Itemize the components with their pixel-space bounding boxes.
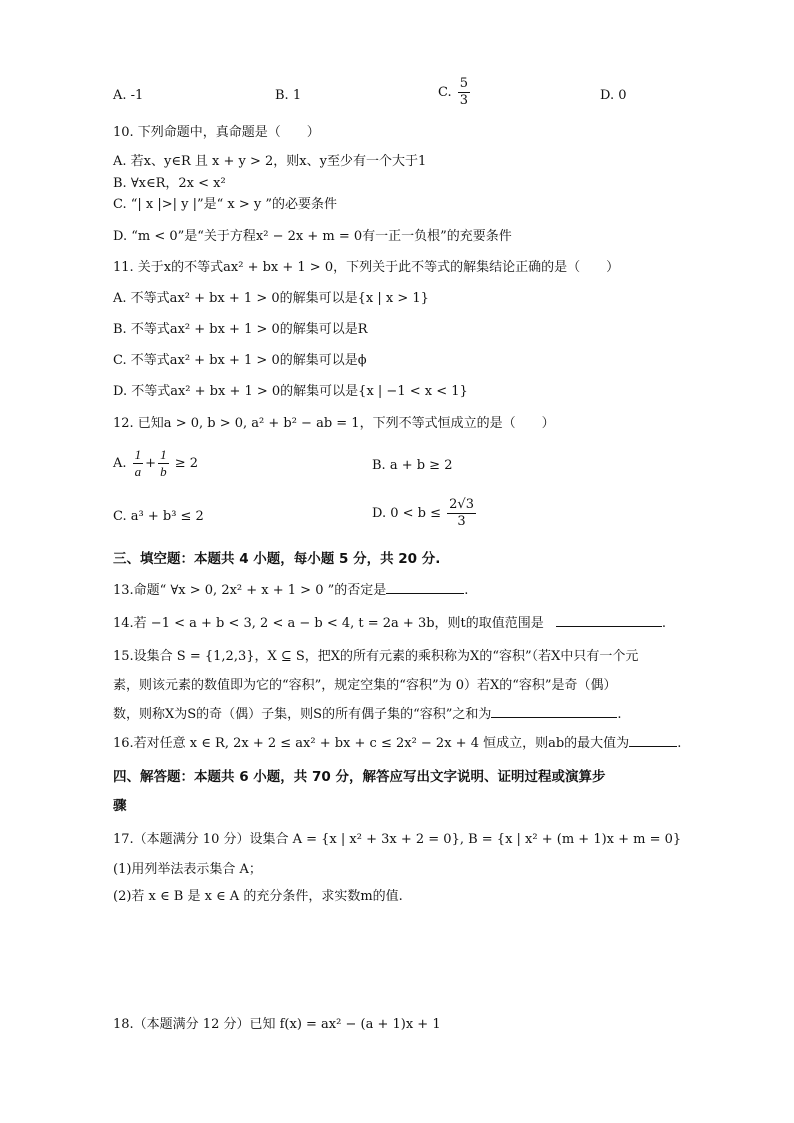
q12-option-c: C. a³ + b³ ≤ 2	[113, 509, 204, 524]
q9-option-c-fraction	[458, 76, 470, 109]
q12-option-a-relation: ≥ 2	[174, 456, 199, 471]
q12-option-d-fraction	[447, 497, 476, 530]
q12-option-a-label: A.	[113, 456, 127, 471]
q17-part-1: (1)用列举法表示集合 A；	[113, 862, 262, 877]
q15-line-2: 素，则该元素的数值即为它的“容积”，规定空集的“容积”为 0）若X的“容积”是奇（偶）	[113, 678, 617, 693]
q10-stem: 10. 下列命题中，真命题是（ ）	[113, 125, 320, 140]
q17-part-2: (2)若 x ∈ B 是 x ∈ A 的充分条件，求实数m的值.	[113, 889, 403, 904]
q17-stem: 17.（本题满分 10 分）设集合 A = {x | x² + 3x + 2 = 0}, B = {x | x² + (m + 1)x + m = 0}	[113, 832, 682, 847]
q9-option-b: B. 1	[275, 88, 302, 103]
q13-end: .	[464, 583, 469, 598]
q11-option-a: A. 不等式ax² + bx + 1 > 0的解集可以是{x | x > 1}	[113, 291, 429, 306]
q14-text: 14.若 −1 < a + b < 3, 2 < a − b < 4, t = 2a + 3b，则t的取值范围是	[113, 616, 544, 631]
q14-end: .	[661, 616, 667, 631]
q15-line-3	[113, 706, 622, 724]
answer-blank[interactable]	[556, 626, 662, 627]
q13-text: 13.命题“ ∀x > 0, 2x² + x + 1 > 0 ”的否定是	[113, 583, 387, 598]
q12-option-d-label: D. 0 < b ≤	[372, 506, 441, 521]
q16-text: 16.若对任意 x ∈ R, 2x + 2 ≤ ax² + bx + c ≤ 2x² − 2x + 4 恒成立，则ab的最大值为	[113, 736, 630, 751]
q11-option-b: B. 不等式ax² + bx + 1 > 0的解集可以是R	[113, 322, 368, 337]
section-4-title-line-1: 四、解答题：本题共 6 小题，共 70 分，解答应写出文字说明、证明过程或演算步	[113, 769, 606, 785]
q10-option-a: A. 若x、y∈R 且 x + y > 2，则x、y至少有一个大于1	[113, 154, 427, 169]
q11-stem: 11. 关于x的不等式ax² + bx + 1 > 0，下列关于此不等式的解集结论正确的是（ ）	[113, 260, 620, 275]
q12-option-b: B. a + b ≥ 2	[372, 458, 453, 473]
q9-option-a: A. -1	[113, 88, 144, 103]
q12-option-a-fraction-2	[158, 447, 169, 480]
fraction-numerator: 1	[160, 447, 167, 462]
fraction-denominator: 3	[459, 93, 469, 108]
q10-option-d: D. “m < 0”是“关于方程x² − 2x + m = 0有一正一负根”的充要条件	[113, 229, 512, 244]
q15-line-1: 15.设集合 S = {1,2,3}，X ⊆ S，把X的所有元素的乘积称为X的“容积”（若X中只有一个元	[113, 649, 639, 664]
q14	[113, 615, 666, 633]
q15-line-3-text: 数，则称X为S的奇（偶）子集，则S的所有偶子集的“容积”之和为	[113, 707, 492, 722]
answer-blank[interactable]	[491, 717, 617, 718]
answer-blank[interactable]	[386, 593, 464, 594]
q12-option-a: A. $\frac{1}{a}$ + $\frac{1}{b}$ ≥ 2	[113, 447, 199, 479]
q12-option-a-fraction-1	[133, 447, 144, 480]
q18-stem: 18.（本题满分 12 分）已知 f(x) = ax² − (a + 1)x + 1	[113, 1017, 441, 1032]
q12-option-d	[372, 497, 478, 530]
q11-option-c: C. 不等式ax² + bx + 1 > 0的解集可以是ϕ	[113, 353, 367, 368]
q12-stem: 12. 已知a > 0, b > 0, a² + b² − ab = 1，下列不等式恒成立的是（ ）	[113, 416, 555, 431]
section-3-title: 三、填空题：本题共 4 小题，每小题 5 分，共 20 分.	[113, 551, 441, 567]
fraction-numerator: 2√3	[449, 497, 474, 512]
fraction-numerator: 1	[134, 447, 142, 462]
fraction-denominator: a	[134, 464, 142, 479]
q13	[113, 582, 468, 600]
q9-option-c-label: C.	[438, 85, 452, 100]
answer-blank[interactable]	[629, 746, 677, 747]
fraction-denominator: 3	[457, 514, 466, 529]
q9-option-c	[438, 76, 472, 109]
q16-end: .	[677, 736, 682, 751]
q16	[113, 735, 681, 753]
q10-option-c: C. “| x |>| y |”是“ x > y ”的必要条件	[113, 197, 338, 212]
q10-option-b: B. ∀x∈R，2x < x²	[113, 176, 226, 191]
fraction-numerator: 5	[459, 76, 469, 91]
q9-option-d: D. 0	[600, 88, 627, 103]
q11-option-d: D. 不等式ax² + bx + 1 > 0的解集可以是{x | −1 < x < 1}	[113, 384, 468, 399]
fraction-denominator: b	[160, 464, 167, 479]
section-4-title-line-2: 骤	[113, 798, 127, 814]
q15-end: .	[617, 707, 622, 722]
